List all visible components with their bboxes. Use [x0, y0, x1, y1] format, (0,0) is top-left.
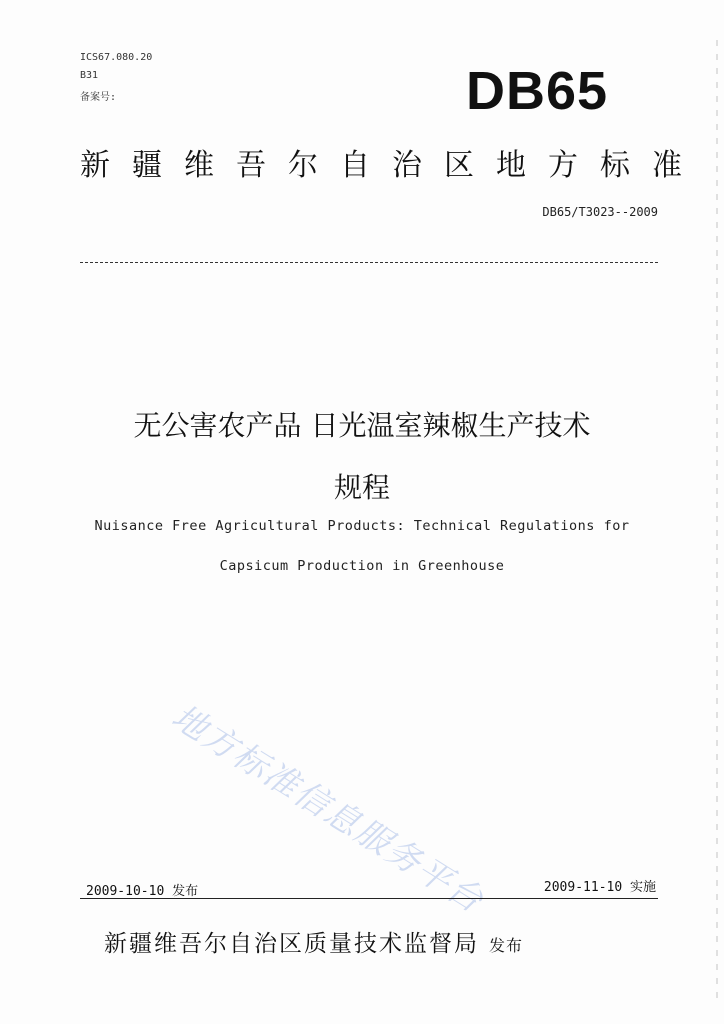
implementation-date: 2009-11-10 实施 — [543, 880, 656, 895]
standard-type-heading: 新疆维吾尔自治区地方标准 — [80, 148, 704, 183]
record-number-label: 备案号: — [80, 92, 117, 103]
classification-code: B31 — [80, 70, 99, 81]
title-cn-line2: 规程 — [333, 471, 390, 504]
issuer-line — [104, 925, 523, 958]
ics-code: ICS67.080.20 — [80, 52, 153, 63]
issuer-suffix: 发布 — [489, 936, 524, 955]
bottom-divider — [80, 898, 658, 899]
title-cn-line1: 无公害农产品 日光温室辣椒生产技术 — [133, 409, 591, 442]
issue-date: 2009-10-10 发布 — [86, 884, 199, 899]
db-code: DB65 — [466, 61, 609, 121]
top-divider — [80, 262, 658, 263]
title-en-line2: Capsicum Production in Greenhouse — [219, 558, 505, 574]
standard-number: DB65/T3023--2009 — [542, 205, 658, 219]
watermark: 地方标准信息服务平台 — [164, 696, 492, 922]
issuer-name: 新疆维吾尔自治区质量技术监督局 — [104, 931, 479, 957]
title-en-line1: Nuisance Free Agricultural Products: Technical Regulations for — [94, 518, 630, 534]
